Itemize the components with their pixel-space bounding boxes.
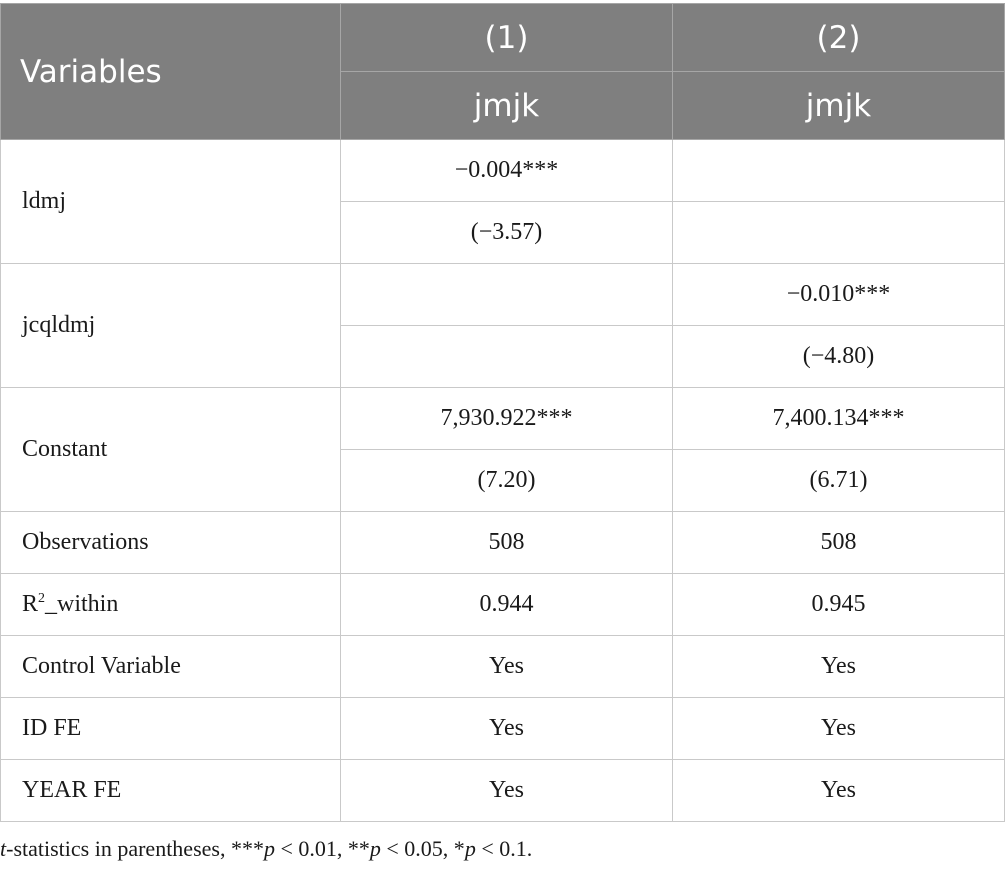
- ldmj-col1-coefficient: −0.004***: [341, 140, 673, 202]
- constant-col2-tstat: (6.71): [673, 450, 1005, 512]
- row-label-year-fe: YEAR FE: [1, 760, 341, 822]
- row-label-r2-within: [1, 574, 341, 636]
- header-row-model-numbers: [1, 4, 1005, 72]
- ldmj-col2-tstat: [673, 202, 1005, 264]
- row-label-jcqldmj: jcqldmj: [1, 264, 341, 388]
- column-2-number: (2): [673, 4, 1005, 72]
- row-label-control-variable: Control Variable: [1, 636, 341, 698]
- year-fe-col1: Yes: [341, 760, 673, 822]
- observations-col1: 508: [341, 512, 673, 574]
- r2-col1: 0.944: [341, 574, 673, 636]
- year-fe-col2: Yes: [673, 760, 1005, 822]
- table-row: [1, 760, 1005, 822]
- id-fe-col1: Yes: [341, 698, 673, 760]
- jcqldmj-col1-tstat: [341, 326, 673, 388]
- row-label-id-fe: ID FE: [1, 698, 341, 760]
- footnote-p1: p: [263, 836, 275, 861]
- table-footnote: [0, 836, 532, 862]
- footnote-part4: < 0.1.: [475, 836, 533, 861]
- row-label-constant: Constant: [1, 388, 341, 512]
- column-1-number: (1): [341, 4, 673, 72]
- ldmj-col1-tstat: (−3.57): [341, 202, 673, 264]
- r2-label-superscript: 2: [38, 591, 46, 606]
- r2-label-base: R: [22, 591, 39, 617]
- row-label-observations: Observations: [1, 512, 341, 574]
- jcqldmj-col1-coefficient: [341, 264, 673, 326]
- row-label-ldmj: ldmj: [1, 140, 341, 264]
- table-row: [1, 388, 1005, 450]
- id-fe-col2: Yes: [673, 698, 1005, 760]
- regression-table: [0, 3, 1005, 822]
- control-col2: Yes: [673, 636, 1005, 698]
- jcqldmj-col2-coefficient: −0.010***: [673, 264, 1005, 326]
- constant-col1-tstat: (7.20): [341, 450, 673, 512]
- constant-col2-coefficient: 7,400.134***: [673, 388, 1005, 450]
- footnote-part3: < 0.05, *: [380, 836, 465, 861]
- r2-label-rest: _within: [45, 591, 119, 617]
- jcqldmj-col2-tstat: (−4.80): [673, 326, 1005, 388]
- table-row: [1, 698, 1005, 760]
- footnote-p3: p: [464, 836, 476, 861]
- footnote-part1: -statistics in parentheses, ***: [6, 836, 264, 861]
- observations-col2: 508: [673, 512, 1005, 574]
- table-row: [1, 574, 1005, 636]
- constant-col1-coefficient: 7,930.922***: [341, 388, 673, 450]
- variables-header: Variables: [1, 4, 341, 140]
- table-row: [1, 140, 1005, 202]
- table-row: [1, 636, 1005, 698]
- table-row: [1, 512, 1005, 574]
- column-2-dependent-variable: jmjk: [673, 72, 1005, 140]
- footnote-t: t: [0, 836, 7, 861]
- ldmj-col2-coefficient: [673, 140, 1005, 202]
- column-1-dependent-variable: jmjk: [341, 72, 673, 140]
- footnote-part2: < 0.01, **: [274, 836, 370, 861]
- footnote-p2: p: [369, 836, 381, 861]
- r2-col2: 0.945: [673, 574, 1005, 636]
- control-col1: Yes: [341, 636, 673, 698]
- table-row: [1, 264, 1005, 326]
